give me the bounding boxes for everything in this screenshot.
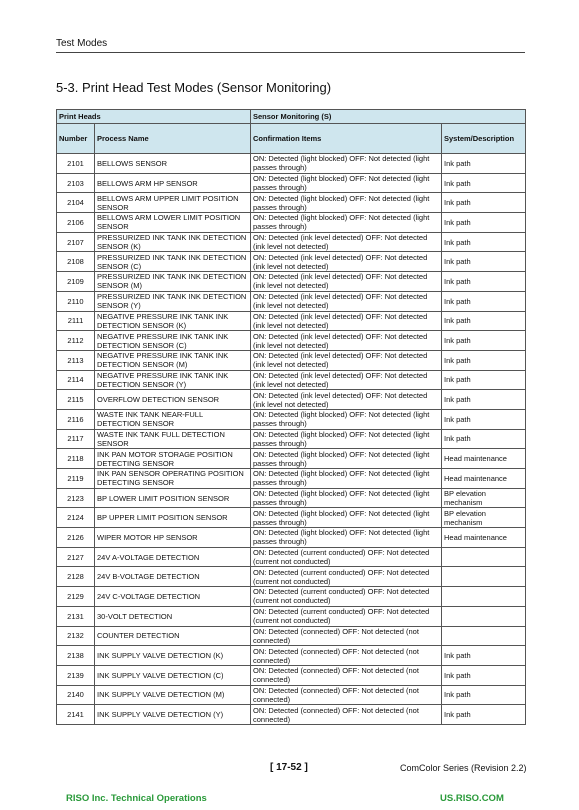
cell-confirmation-items: ON: Detected (ink level detected) OFF: Not detected (ink level not detected) (251, 331, 442, 351)
cell-confirmation-items: ON: Detected (light blocked) OFF: Not detected (light passes through) (251, 429, 442, 449)
cell-process-name: NEGATIVE PRESSURE INK TANK INK DETECTION SENSOR (Y) (95, 370, 251, 390)
cell-number: 2101 (57, 154, 95, 174)
table-row (57, 331, 526, 351)
cell-system-description: Ink path (442, 213, 526, 233)
cell-number: 2127 (57, 547, 95, 567)
col-header-system-description: System/Description (442, 124, 526, 154)
cell-number: 2123 (57, 488, 95, 508)
table-row (57, 272, 526, 292)
cell-number: 2117 (57, 429, 95, 449)
cell-number: 2113 (57, 350, 95, 370)
table-row (57, 193, 526, 213)
cell-confirmation-items: ON: Detected (light blocked) OFF: Not detected (light passes through) (251, 528, 442, 548)
cell-system-description (442, 626, 526, 646)
cell-system-description: Ink path (442, 311, 526, 331)
table-row (57, 429, 526, 449)
cell-process-name: INK PAN MOTOR STORAGE POSITION DETECTING SENSOR (95, 449, 251, 469)
cell-process-name: BELLOWS SENSOR (95, 154, 251, 174)
col-header-confirmation-items: Confirmation Items (251, 124, 442, 154)
table-row (57, 547, 526, 567)
table-row (57, 409, 526, 429)
table-row (57, 370, 526, 390)
section-title: 5-3. Print Head Test Modes (Sensor Monitoring) (56, 80, 332, 95)
cell-process-name: PRESSURIZED INK TANK INK DETECTION SENSOR (C) (95, 252, 251, 272)
table-row (57, 646, 526, 666)
cell-system-description (442, 567, 526, 587)
table-row (57, 587, 526, 607)
cell-system-description: Ink path (442, 370, 526, 390)
sensor-monitoring-table (56, 109, 526, 725)
table-row (57, 606, 526, 626)
cell-number: 2106 (57, 213, 95, 233)
table-row (57, 705, 526, 725)
cell-system-description: Head maintenance (442, 469, 526, 489)
cell-number: 2129 (57, 587, 95, 607)
cell-system-description: BP elevation mechanism (442, 488, 526, 508)
cell-process-name: PRESSURIZED INK TANK INK DETECTION SENSOR (K) (95, 232, 251, 252)
cell-confirmation-items: ON: Detected (light blocked) OFF: Not detected (light passes through) (251, 193, 442, 213)
table-row (57, 311, 526, 331)
cell-confirmation-items: ON: Detected (connected) OFF: Not detected (not connected) (251, 646, 442, 666)
cell-number: 2103 (57, 173, 95, 193)
cell-number: 2108 (57, 252, 95, 272)
cell-number: 2112 (57, 331, 95, 351)
table-row (57, 252, 526, 272)
cell-process-name: NEGATIVE PRESSURE INK TANK INK DETECTION SENSOR (C) (95, 331, 251, 351)
cell-number: 2124 (57, 508, 95, 528)
cell-system-description: Ink path (442, 685, 526, 705)
cell-process-name: WASTE INK TANK NEAR-FULL DETECTION SENSOR (95, 409, 251, 429)
cell-process-name: 30-VOLT DETECTION (95, 606, 251, 626)
cell-system-description (442, 547, 526, 567)
cell-process-name: 24V C-VOLTAGE DETECTION (95, 587, 251, 607)
group-header-print-heads: Print Heads (57, 110, 251, 124)
cell-number: 2109 (57, 272, 95, 292)
group-header-sensor-monitoring: Sensor Monitoring (S) (251, 110, 526, 124)
running-header: Test Modes (56, 38, 108, 49)
cell-confirmation-items: ON: Detected (connected) OFF: Not detected (not connected) (251, 705, 442, 725)
cell-confirmation-items: ON: Detected (ink level detected) OFF: Not detected (ink level not detected) (251, 370, 442, 390)
cell-process-name: INK SUPPLY VALVE DETECTION (M) (95, 685, 251, 705)
cell-process-name: BP LOWER LIMIT POSITION SENSOR (95, 488, 251, 508)
cell-confirmation-items: ON: Detected (current conducted) OFF: Not detected (current not conducted) (251, 606, 442, 626)
cell-process-name: INK SUPPLY VALVE DETECTION (K) (95, 646, 251, 666)
cell-confirmation-items: ON: Detected (light blocked) OFF: Not detected (light passes through) (251, 508, 442, 528)
cell-system-description (442, 587, 526, 607)
cell-number: 2104 (57, 193, 95, 213)
cell-number: 2131 (57, 606, 95, 626)
cell-system-description (442, 606, 526, 626)
table-row (57, 213, 526, 233)
cell-process-name: INK SUPPLY VALVE DETECTION (Y) (95, 705, 251, 725)
cell-process-name: 24V B-VOLTAGE DETECTION (95, 567, 251, 587)
table-row (57, 350, 526, 370)
cell-system-description: Ink path (442, 390, 526, 410)
cell-system-description: Ink path (442, 193, 526, 213)
cell-confirmation-items: ON: Detected (connected) OFF: Not detected (not connected) (251, 665, 442, 685)
cell-system-description: Head maintenance (442, 449, 526, 469)
cell-confirmation-items: ON: Detected (light blocked) OFF: Not detected (light passes through) (251, 154, 442, 174)
table-row (57, 685, 526, 705)
cell-system-description: Ink path (442, 429, 526, 449)
cell-number: 2115 (57, 390, 95, 410)
table-row (57, 173, 526, 193)
cell-process-name: WIPER MOTOR HP SENSOR (95, 528, 251, 548)
cell-number: 2138 (57, 646, 95, 666)
cell-confirmation-items: ON: Detected (ink level detected) OFF: Not detected (ink level not detected) (251, 291, 442, 311)
cell-system-description: Ink path (442, 232, 526, 252)
cell-number: 2111 (57, 311, 95, 331)
cell-system-description: Ink path (442, 272, 526, 292)
cell-system-description: BP elevation mechanism (442, 508, 526, 528)
cell-process-name: INK SUPPLY VALVE DETECTION (C) (95, 665, 251, 685)
col-header-number: Number (57, 124, 95, 154)
cell-confirmation-items: ON: Detected (light blocked) OFF: Not detected (light passes through) (251, 213, 442, 233)
cell-confirmation-items: ON: Detected (light blocked) OFF: Not detected (light passes through) (251, 469, 442, 489)
table-row (57, 154, 526, 174)
cell-number: 2114 (57, 370, 95, 390)
cell-process-name: PRESSURIZED INK TANK INK DETECTION SENSOR (Y) (95, 291, 251, 311)
cell-confirmation-items: ON: Detected (ink level detected) OFF: Not detected (ink level not detected) (251, 390, 442, 410)
table-row (57, 528, 526, 548)
cell-system-description: Head maintenance (442, 528, 526, 548)
cell-number: 2132 (57, 626, 95, 646)
cell-process-name: PRESSURIZED INK TANK INK DETECTION SENSOR (M) (95, 272, 251, 292)
cell-system-description: Ink path (442, 173, 526, 193)
table-row (57, 508, 526, 528)
cell-system-description: Ink path (442, 705, 526, 725)
series-revision: ComColor Series (Revision 2.2) (400, 763, 527, 773)
cell-number: 2116 (57, 409, 95, 429)
cell-confirmation-items: ON: Detected (connected) OFF: Not detected (not connected) (251, 685, 442, 705)
company-name: RISO Inc. Technical Operations (66, 793, 207, 804)
cell-confirmation-items: ON: Detected (ink level detected) OFF: Not detected (ink level not detected) (251, 272, 442, 292)
cell-number: 2139 (57, 665, 95, 685)
col-header-process-name: Process Name (95, 124, 251, 154)
table-row (57, 665, 526, 685)
cell-confirmation-items: ON: Detected (light blocked) OFF: Not detected (light passes through) (251, 488, 442, 508)
cell-number: 2141 (57, 705, 95, 725)
table-row (57, 232, 526, 252)
table-row (57, 488, 526, 508)
cell-system-description: Ink path (442, 331, 526, 351)
table-row (57, 390, 526, 410)
cell-system-description: Ink path (442, 350, 526, 370)
table-row (57, 291, 526, 311)
cell-process-name: 24V A-VOLTAGE DETECTION (95, 547, 251, 567)
cell-process-name: BELLOWS ARM HP SENSOR (95, 173, 251, 193)
cell-system-description: Ink path (442, 154, 526, 174)
cell-process-name: COUNTER DETECTION (95, 626, 251, 646)
cell-number: 2126 (57, 528, 95, 548)
cell-confirmation-items: ON: Detected (ink level detected) OFF: Not detected (ink level not detected) (251, 350, 442, 370)
table-body (57, 154, 526, 725)
header-rule (56, 52, 525, 53)
cell-system-description: Ink path (442, 665, 526, 685)
cell-confirmation-items: ON: Detected (current conducted) OFF: Not detected (current not conducted) (251, 587, 442, 607)
cell-system-description: Ink path (442, 409, 526, 429)
cell-confirmation-items: ON: Detected (connected) OFF: Not detected (not connected) (251, 626, 442, 646)
cell-confirmation-items: ON: Detected (light blocked) OFF: Not detected (light passes through) (251, 409, 442, 429)
table-row (57, 626, 526, 646)
cell-system-description: Ink path (442, 291, 526, 311)
table-row (57, 449, 526, 469)
cell-process-name: BELLOWS ARM LOWER LIMIT POSITION SENSOR (95, 213, 251, 233)
cell-number: 2110 (57, 291, 95, 311)
cell-confirmation-items: ON: Detected (current conducted) OFF: Not detected (current not conducted) (251, 547, 442, 567)
page-number: [ 17-52 ] (270, 762, 308, 773)
cell-process-name: NEGATIVE PRESSURE INK TANK INK DETECTION SENSOR (M) (95, 350, 251, 370)
table-row (57, 567, 526, 587)
cell-process-name: INK PAN SENSOR OPERATING POSITION DETECTING SENSOR (95, 469, 251, 489)
cell-process-name: BELLOWS ARM UPPER LIMIT POSITION SENSOR (95, 193, 251, 213)
cell-number: 2119 (57, 469, 95, 489)
cell-process-name: WASTE INK TANK FULL DETECTION SENSOR (95, 429, 251, 449)
cell-process-name: BP UPPER LIMIT POSITION SENSOR (95, 508, 251, 528)
cell-number: 2118 (57, 449, 95, 469)
cell-confirmation-items: ON: Detected (ink level detected) OFF: Not detected (ink level not detected) (251, 232, 442, 252)
cell-confirmation-items: ON: Detected (ink level detected) OFF: Not detected (ink level not detected) (251, 252, 442, 272)
cell-number: 2107 (57, 232, 95, 252)
cell-process-name: OVERFLOW DETECTION SENSOR (95, 390, 251, 410)
cell-confirmation-items: ON: Detected (light blocked) OFF: Not detected (light passes through) (251, 173, 442, 193)
cell-number: 2140 (57, 685, 95, 705)
cell-confirmation-items: ON: Detected (light blocked) OFF: Not detected (light passes through) (251, 449, 442, 469)
table-row (57, 469, 526, 489)
cell-system-description: Ink path (442, 252, 526, 272)
cell-system-description: Ink path (442, 646, 526, 666)
cell-confirmation-items: ON: Detected (ink level detected) OFF: Not detected (ink level not detected) (251, 311, 442, 331)
cell-confirmation-items: ON: Detected (current conducted) OFF: Not detected (current not conducted) (251, 567, 442, 587)
cell-process-name: NEGATIVE PRESSURE INK TANK INK DETECTION SENSOR (K) (95, 311, 251, 331)
cell-number: 2128 (57, 567, 95, 587)
company-url: US.RISO.COM (440, 793, 504, 804)
